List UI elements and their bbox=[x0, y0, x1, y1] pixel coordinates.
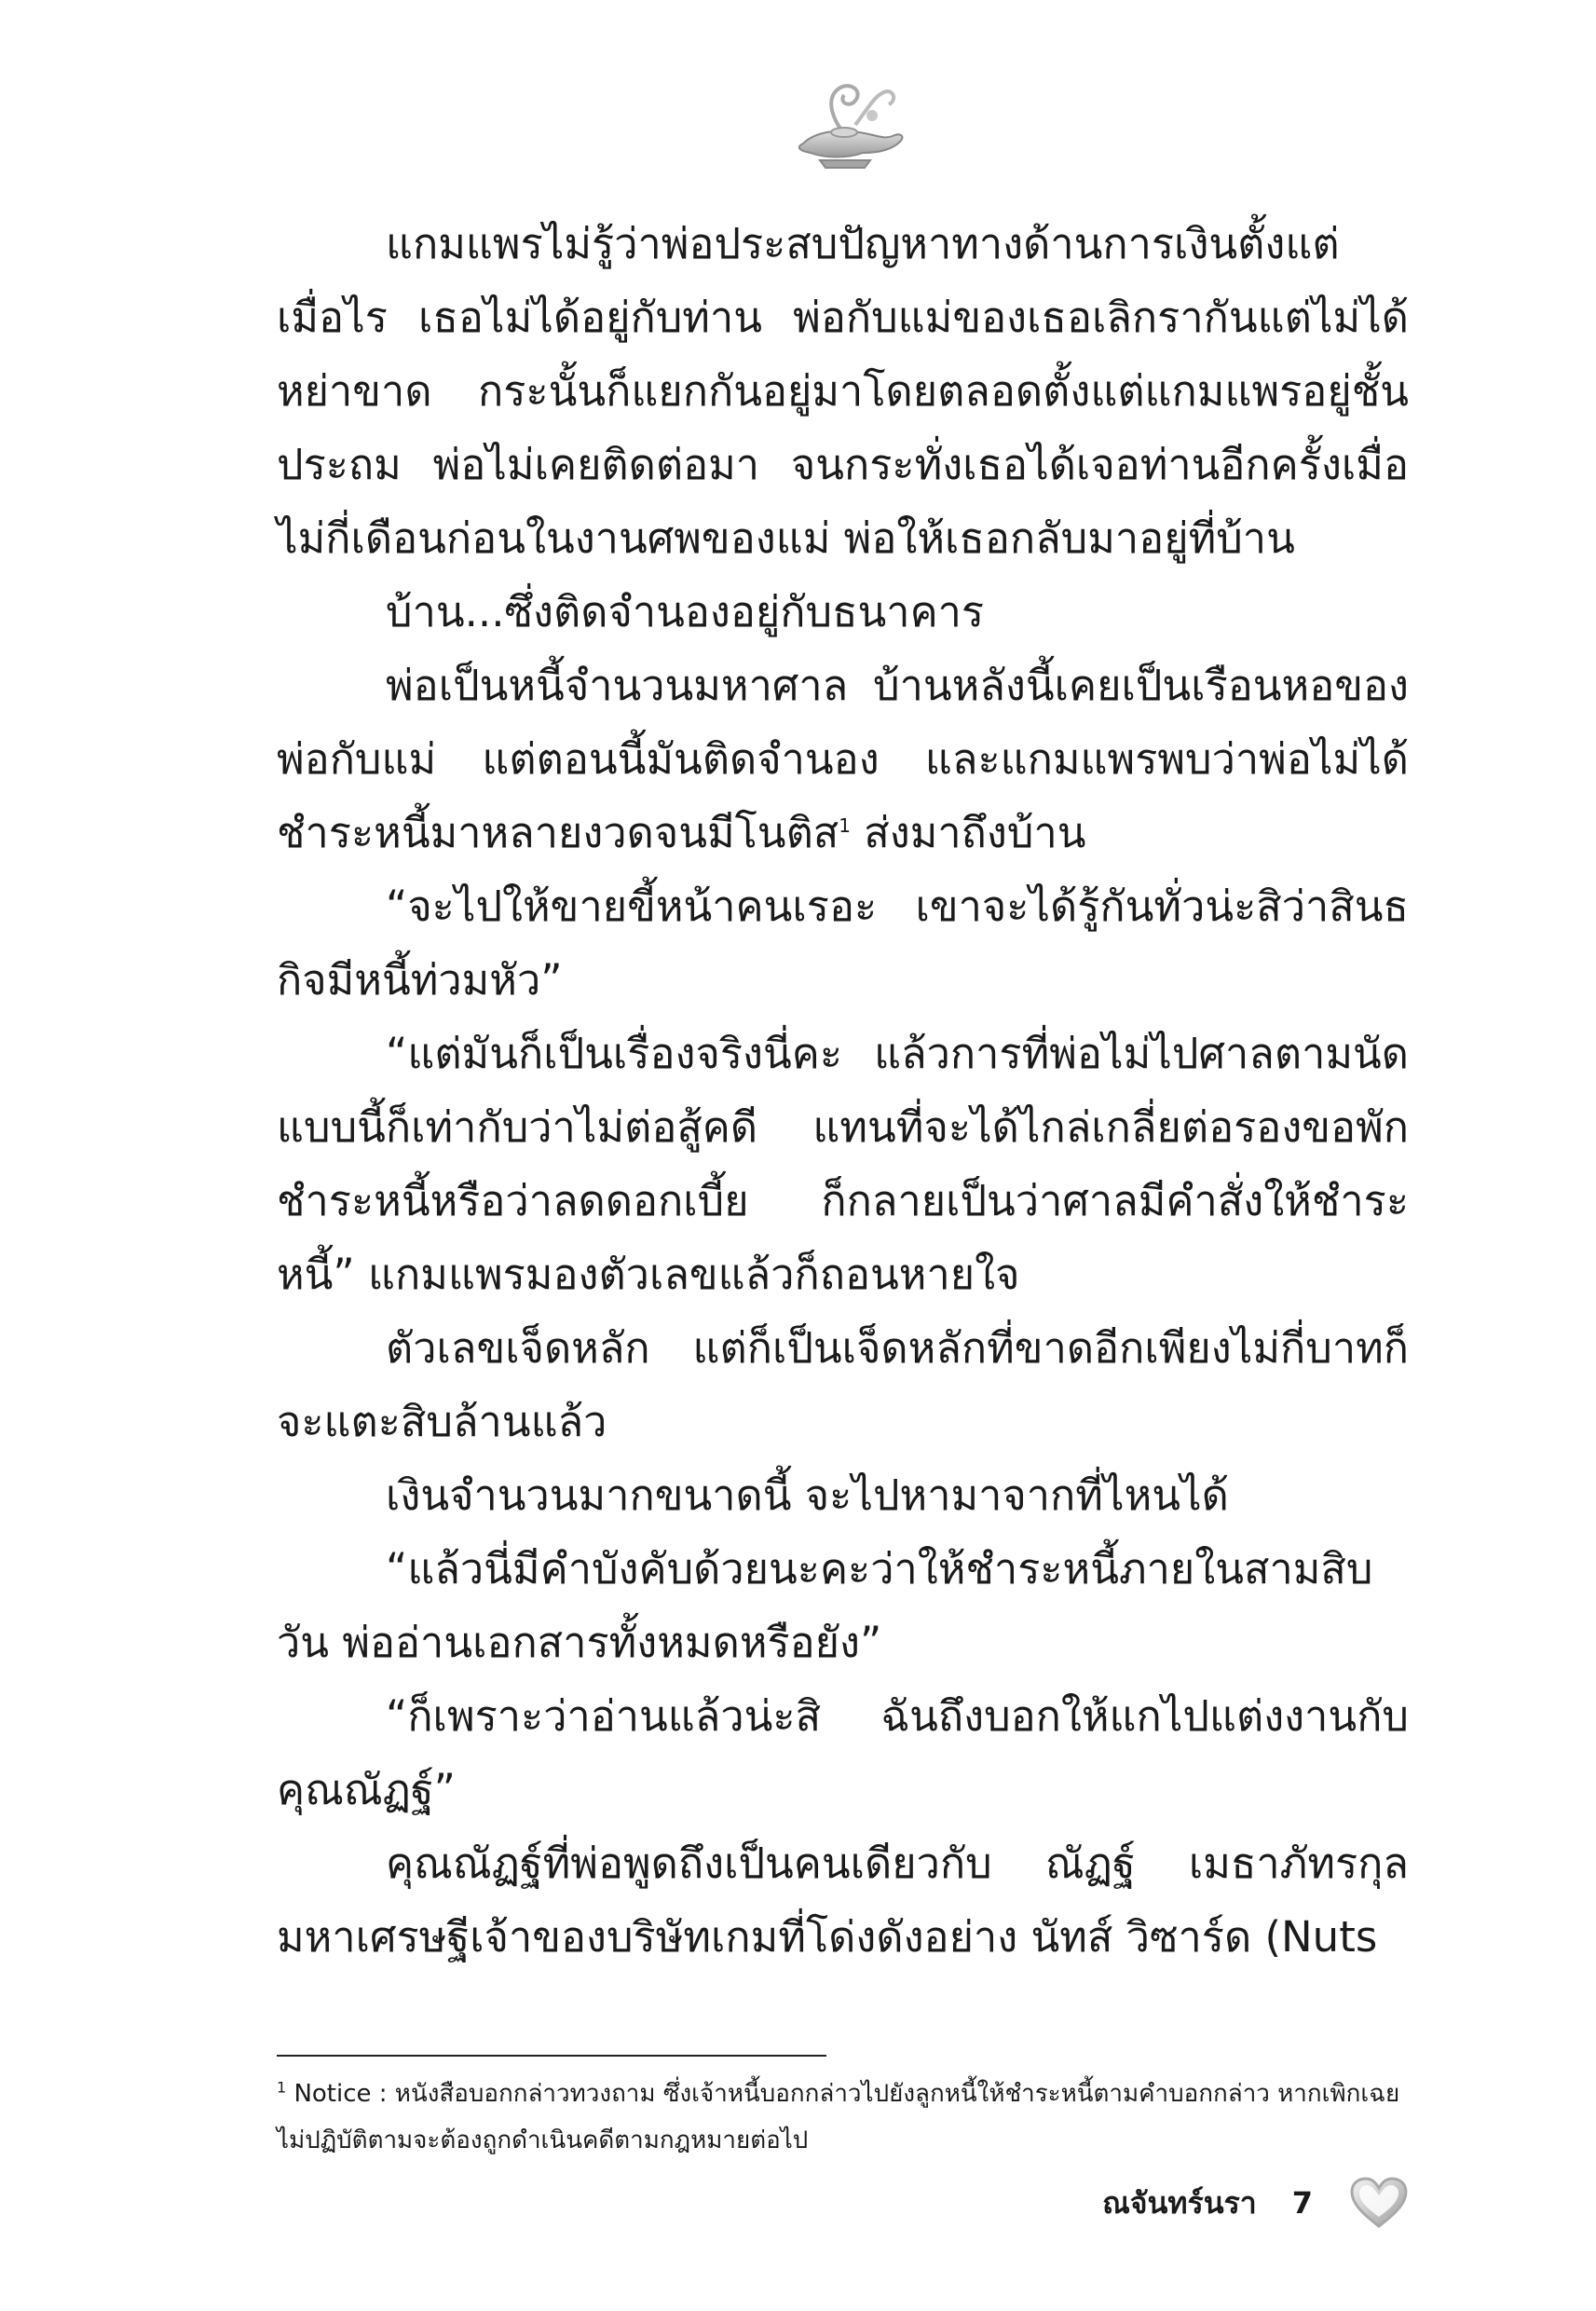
genie-lamp-icon bbox=[783, 75, 913, 177]
footnote bbox=[277, 2071, 1409, 2164]
footnote-number: 1 bbox=[277, 2078, 287, 2097]
paragraph-with-footnote bbox=[277, 649, 1409, 869]
page-footer bbox=[1102, 2176, 1410, 2230]
footnote-marker[interactable]: 1 bbox=[839, 814, 851, 837]
paragraph-text: ส่งมาถึงบ้าน bbox=[851, 808, 1086, 857]
paragraph-text: พ่อเป็นหนี้จำนวนมหาศาล บ้านหลังนี้เคยเป็นเรือนหอของพ่อกับแม่ แต่ตอนนี้มันติดจำนอง และแกมแพรพบว่าพ่อไม่ได้ชำระหนี้มาหลายงวดจนมีโนติส bbox=[277, 661, 1409, 857]
paragraph: “ก็เพราะว่าอ่านแล้วน่ะสิ ฉันถึงบอกให้แกไปแต่งงานกับคุณณัฏฐ์” bbox=[277, 1691, 1409, 1814]
paragraph: บ้าน...ซึ่งติดจำนองอยู่กับธนาคาร bbox=[386, 587, 985, 636]
footnote-text: Notice : หนังสือบอกกล่าวทวงถาม ซึ่งเจ้าหนี้บอกกล่าวไปยังลูกหนี้ให้ชำระหนี้ตามคำบอกกล่าว หากเพิกเฉยไม่ปฏิบัติตามจะต้องถูกดำเนินคดีตามกฎหมายต่อไป bbox=[277, 2080, 1400, 2154]
paragraph: เงินจำนวนมากขนาดนี้ จะไปหามาจากที่ไหนได้ bbox=[386, 1470, 1229, 1520]
paragraph: “แต่มันก็เป็นเรื่องจริงนี่คะ แล้วการที่พ่อไม่ไปศาลตามนัดแบบนี้ก็เท่ากับว่าไม่ต่อสู้คดี แทนที่จะได้ไกล่เกลี่ยต่อรองขอพักชำระหนี้หรือว่าลดดอกเบี้ย ก็กลายเป็นว่าศาลมีคำสั่งให้ชำระหนี้” แกมแพรมองตัวเลขแล้วก็ถอนหายใจ bbox=[277, 1029, 1409, 1299]
paragraph: “จะไปให้ขายขี้หน้าคนเรอะ เขาจะได้รู้กันทั่วน่ะสิว่าสินธกิจมีหนี้ท่วมหัว” bbox=[277, 882, 1409, 1005]
paragraph: คุณณัฏฐ์ที่พ่อพูดถึงเป็นคนเดียวกับ ณัฏฐ์ เมธาภัทรกุล มหาเศรษฐีเจ้าของบริษัทเกมที่โด่งดังอย่าง นัทส์ วิซาร์ด (Nuts bbox=[277, 1839, 1409, 1962]
paragraph: แกมแพรไม่รู้ว่าพ่อประสบปัญหาทางด้านการเงินตั้งแต่เมื่อไร เธอไม่ได้อยู่กับท่าน พ่อกับแม่ของเธอเลิกรากันแต่ไม่ได้หย่าขาด กระนั้นก็แยกกันอยู่มาโดยตลอดตั้งแต่แกมแพรอยู่ชั้นประถม พ่อไม่เคยติดต่อมา จนกระทั่งเธอได้เจอท่านอีกครั้งเมื่อไม่กี่เดือนก่อนในงานศพของแม่ พ่อให้เธอกลับมาอยู่ที่บ้าน bbox=[277, 219, 1409, 563]
paragraph: “แล้วนี่มีคำบังคับด้วยนะคะว่าให้ชำระหนี้ภายในสามสิบวัน พ่ออ่านเอกสารทั้งหมดหรือยัง” bbox=[277, 1544, 1373, 1667]
author-name: ณจันทร์นรา bbox=[1102, 2184, 1257, 2221]
heart-icon bbox=[1348, 2176, 1410, 2230]
paragraph: ตัวเลขเจ็ดหลัก แต่ก็เป็นเจ็ดหลักที่ขาดอีกเพียงไม่กี่บาทก็จะแตะสิบล้านแล้ว bbox=[277, 1323, 1409, 1446]
footnote-divider bbox=[277, 2055, 826, 2057]
body-text bbox=[277, 207, 1409, 1974]
page-number: 7 bbox=[1291, 2185, 1313, 2221]
